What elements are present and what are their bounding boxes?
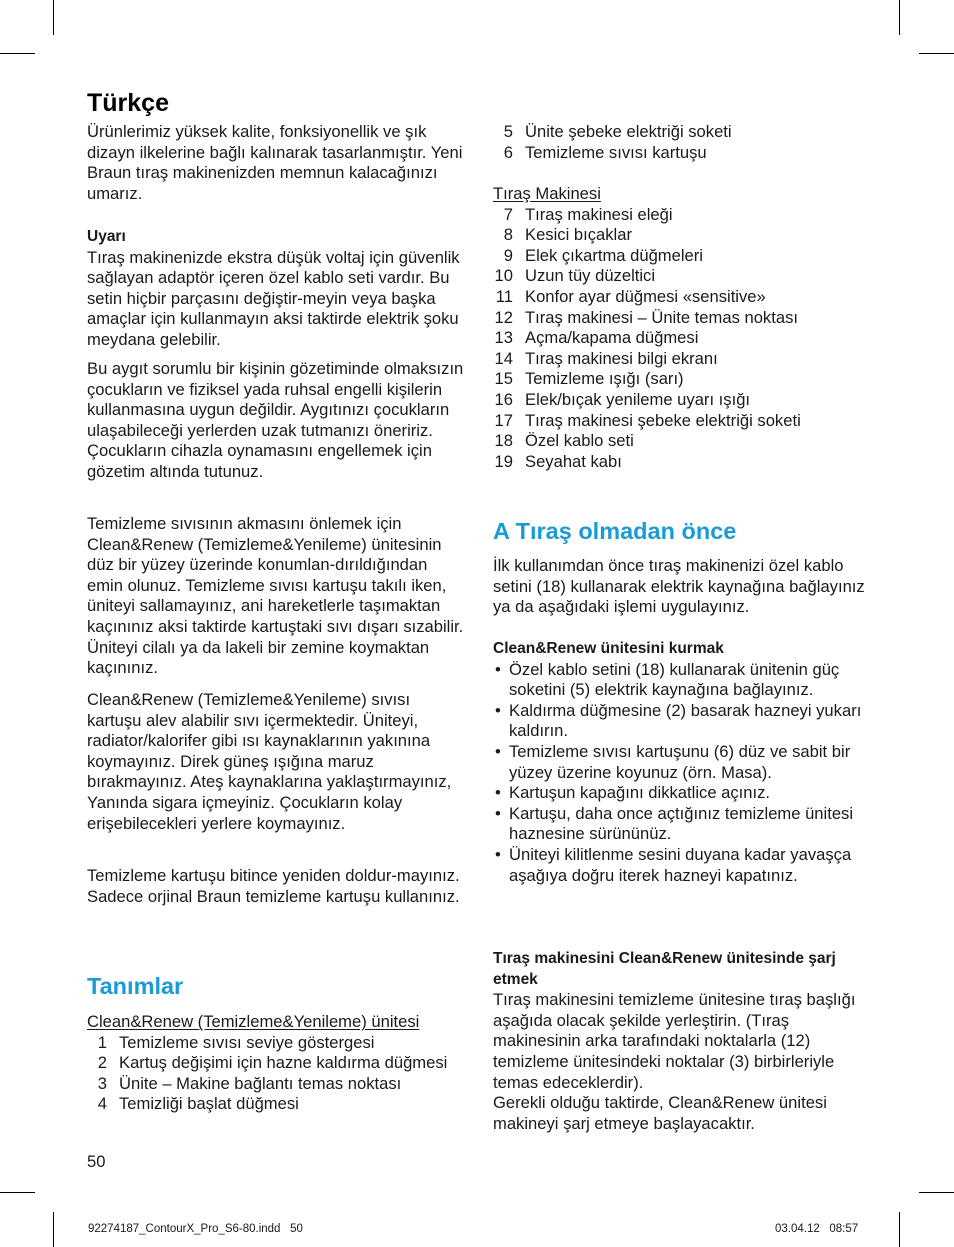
list-item — [493, 349, 873, 370]
unit-heading: Clean&Renew (Temizleme&Yenileme) ünitesi — [87, 1012, 420, 1031]
crop-mark — [53, 1212, 54, 1247]
item-text: Temizliği başlat düğmesi — [119, 1094, 299, 1114]
item-number: 17 — [494, 410, 513, 430]
warning-heading: Uyarı — [87, 228, 126, 245]
crop-mark — [919, 1192, 954, 1193]
item-text: Açma/kapama düğmesi — [525, 328, 699, 348]
footer-file — [88, 1223, 303, 1235]
list-item — [87, 1094, 467, 1115]
crop-mark — [899, 1212, 900, 1247]
bullet-item: • Temizleme sıvısı kartuşunu (6) düz ve sabit bir yüzey üzerine koyunuz (örn. Masa). — [493, 742, 873, 783]
list-item — [87, 1074, 467, 1095]
list-item — [493, 308, 873, 329]
unit-items — [87, 1033, 467, 1115]
list-item — [493, 328, 873, 349]
item-text: Tıraş makinesi eleği — [525, 204, 673, 224]
item-number: 14 — [494, 348, 513, 368]
item-text: Uzun tüy düzeltici — [525, 266, 656, 286]
item-number: 7 — [503, 204, 513, 224]
item-number: 3 — [97, 1073, 107, 1093]
warning-section — [87, 227, 467, 351]
item-number: 11 — [495, 286, 513, 306]
item-text: Tıraş makinesi bilgi ekranı — [525, 348, 718, 368]
item-text: Konfor ayar düğmesi «sensitive» — [525, 286, 766, 306]
item-text: Kesici bıçaklar — [525, 225, 632, 245]
list-item — [493, 122, 873, 143]
bullet-item: • Kaldırma düğmesine (2) basarak hazneyi yukarı kaldırın. — [493, 701, 873, 742]
footer-date: 03.04.12 — [775, 1223, 820, 1235]
shaver-items — [493, 205, 873, 473]
crop-mark — [53, 0, 54, 35]
item-text: Temizleme sıvısı kartuşu — [525, 142, 707, 162]
footer-filename: 92274187_ContourX_Pro_S6-80.indd — [88, 1223, 281, 1235]
shaver-heading: Tıraş Makinesi — [493, 184, 601, 203]
warning-paragraph-2: Bu aygıt sorumlu bir kişinin gözetiminde olmaksızın çocukların ve fiziksel yada ruhsal engelli kişilerin kullanmasına uygun değildir. Aygıtınızı çocukların ulaşabileceği yerlerden uzak tutmanızı öneririz. Çocukların cihazla oynamasını engellemek için gözetim altında tutunuz. — [87, 359, 464, 481]
setup-section — [493, 639, 873, 886]
item-text: Temizleme sıvısı seviye göstergesi — [119, 1032, 375, 1052]
before-shaving-paragraph: İlk kullanımdan önce tıraş makinenizi özel kablo setini (18) kullanarak elektrik kaynağına bağlayınız ya da aşağıdaki işlemi uygulayınız. — [493, 556, 865, 617]
crop-mark — [0, 53, 35, 54]
item-text: Kartuş değişimi için hazne kaldırma düğmesi — [119, 1053, 448, 1073]
item-number: 13 — [494, 328, 513, 348]
unit-parts-list — [87, 1012, 467, 1115]
bullet-item: • Üniteyi kilitlenme sesini duyana kadar yavaşça aşağıya doğru iterek hazneyi kapatınız. — [493, 845, 873, 886]
list-item — [493, 225, 873, 246]
warning-paragraph-3: Temizleme sıvısının akmasını önlemek için Clean&Renew (Temizleme&Yenileme) ünitesinin düz bir yüzey üzerinde konumlan-dırıldığından emin olunuz. Temizleme sıvısı kartuşu takılı iken, üniteyi sallamayınız, ani hareketlerle taşımaktan kaçınınız aksi taktirde kartuştaki sıvı dışarı sızabilir. Üniteyi cilalı ya da lakeli bir zemine koymaktan kaçınınız. — [87, 514, 464, 678]
item-text: Tıraş makinesi şebeke elektriği soketi — [525, 410, 801, 430]
charge-heading: Tıraş makinesini Clean&Renew ünitesinde şarj etmek — [493, 950, 836, 988]
bullet-item: • Kartuşu, daha once açtığınız temizleme ünitesi haznesine sürününüz. — [493, 804, 873, 845]
list-item — [493, 452, 873, 473]
footer-timestamp — [775, 1223, 858, 1235]
warning-paragraph-1: Tıraş makinenizde ekstra düşük voltaj için güvenlik sağlayan adaptör içeren özel kablo seti vardır. Bu setin hiçbir parçasını değiştir-meyin veya başka amaçlar için kullanmayın aksi taktirde elektrik şoku meydana gelebilir. — [87, 247, 460, 349]
setup-heading: Clean&Renew ünitesini kurmak — [493, 640, 724, 657]
item-number: 10 — [494, 266, 513, 286]
shaver-parts-list — [493, 184, 873, 472]
list-item — [493, 390, 873, 411]
item-number: 19 — [494, 451, 513, 471]
charge-section — [493, 949, 873, 1134]
item-number: 8 — [503, 225, 513, 245]
list-item — [493, 246, 873, 267]
item-number: 15 — [494, 369, 513, 389]
item-text: Ünite – Makine bağlantı temas noktası — [119, 1073, 402, 1093]
list-item — [493, 287, 873, 308]
item-number: 5 — [503, 122, 513, 141]
unit-parts-list-cont — [493, 122, 873, 163]
item-text: Tıraş makinesi – Ünite temas noktası — [525, 307, 798, 327]
intro-paragraph: Ürünlerimiz yüksek kalite, fonksiyonellik ve şık dizayn ilkelerine bağlı kalınarak tasarlanmıştır. Yeni Braun tıraş makinenizden memnun kalacağınızı umarız. — [87, 122, 463, 203]
list-item — [493, 369, 873, 390]
item-text: Seyahat kabı — [525, 451, 622, 471]
page-title: Türkçe — [87, 89, 169, 117]
item-number: 1 — [97, 1032, 107, 1052]
item-text: Özel kablo seti — [525, 431, 634, 451]
before-shaving-title: A Tıraş olmadan önce — [493, 518, 737, 544]
list-item — [87, 1053, 467, 1074]
charge-paragraph-1: Tıraş makinesini temizleme ünitesine tıraş başlığı aşağıda olacak şekilde yerleştirin. (Tıraş makinesinin arka tarafındaki noktalarla (12) temizleme ünitesindeki noktalar (3) birbirleriyle temas edeceklerdir). — [493, 990, 856, 1092]
page-number: 50 — [87, 1152, 106, 1171]
item-text: Temizleme ışığı (sarı) — [525, 369, 684, 389]
item-text: Ünite şebeke elektriği soketi — [525, 122, 732, 141]
list-item — [493, 266, 873, 287]
definitions-title: Tanımlar — [87, 973, 184, 999]
crop-mark — [899, 0, 900, 35]
footer-file-page: 50 — [290, 1223, 303, 1235]
list-item — [493, 411, 873, 432]
warning-paragraph-4: Clean&Renew (Temizleme&Yenileme) sıvısı kartuşu alev alabilir sıvı içermektedir. Üniteyi, radiator/kalorifer gibi ısı kaynaklarının yakınına koymayınız. Direk güneş ışığına maruz bırakmayınız. Ateş kaynaklarına yaklaştırmayınız, Yanında sigara içmeyiniz. Çocukların kolay erişebilecekleri yerlere koymayınız. — [87, 690, 452, 833]
item-text: Elek/bıçak yenileme uyarı ışığı — [525, 389, 751, 409]
crop-mark — [0, 1192, 35, 1193]
warning-paragraph-5: Temizleme kartuşu bitince yeniden doldur-mayınız. Sadece orjinal Braun temizleme kartuşu kullanınız. — [87, 866, 460, 906]
list-item — [493, 205, 873, 226]
item-number: 4 — [97, 1094, 107, 1114]
footer-time: 08:57 — [829, 1223, 859, 1235]
crop-mark — [919, 53, 954, 54]
item-number: 6 — [503, 142, 513, 162]
item-number: 18 — [494, 431, 513, 451]
unit-items-cont — [493, 122, 873, 163]
item-number: 9 — [503, 245, 513, 265]
item-number: 12 — [494, 307, 513, 327]
list-item — [493, 143, 873, 164]
item-number: 2 — [97, 1053, 107, 1073]
list-item — [493, 431, 873, 452]
bullet-item: • Kartuşun kapağını dikkatlice açınız. — [493, 783, 873, 804]
item-text: Elek çıkartma düğmeleri — [525, 245, 703, 265]
bullet-item: • Özel kablo setini (18) kullanarak ünitenin güç soketini (5) elektrik kaynağına bağlayınız. — [493, 660, 873, 701]
list-item — [87, 1033, 467, 1054]
setup-items — [493, 660, 873, 887]
charge-paragraph-2: Gerekli olduğu taktirde, Clean&Renew ünitesi makineyi şarj etmeye başlayacaktır. — [493, 1093, 827, 1133]
item-number: 16 — [494, 389, 513, 409]
